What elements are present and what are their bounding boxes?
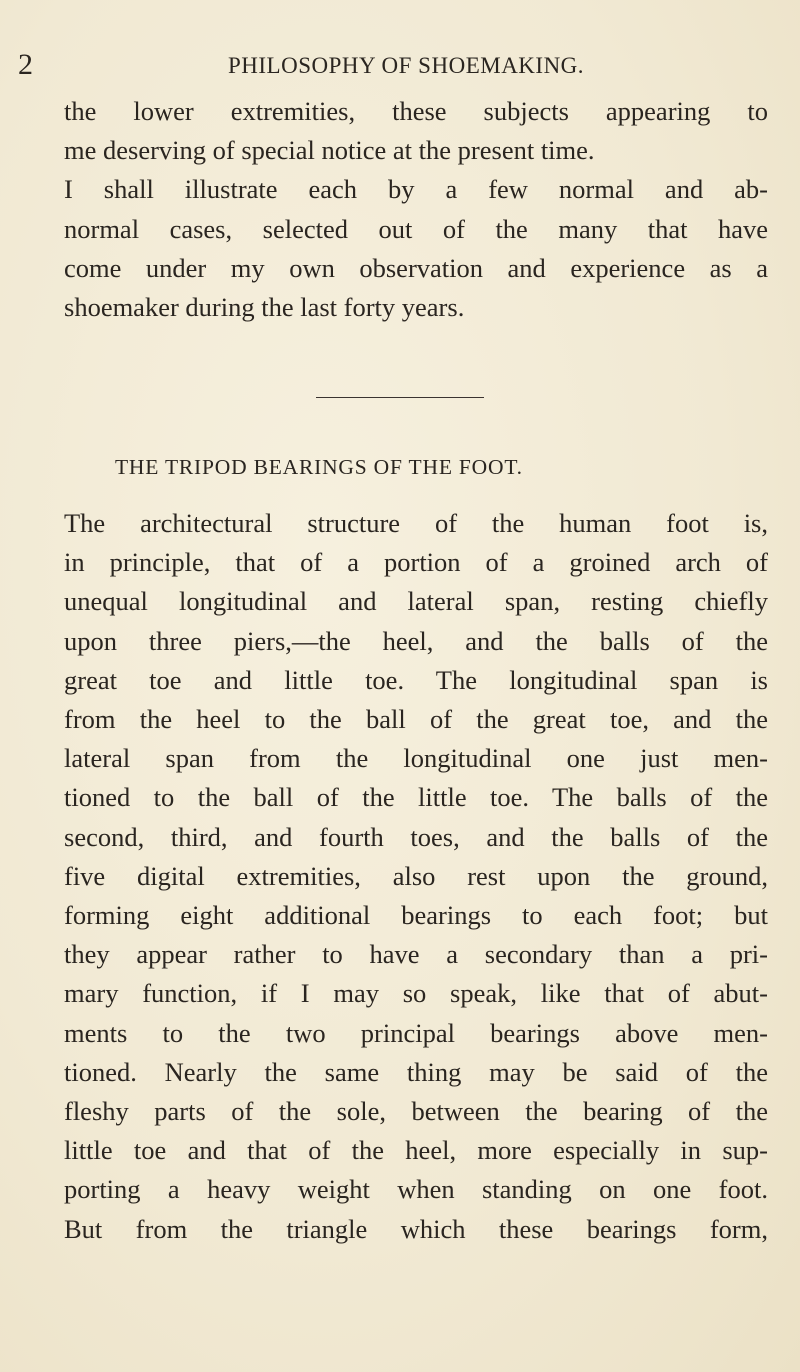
text-line: the lower extremities, these subjects appearing to [64,96,768,126]
text-line: great toe and little toe. The longitudinal span is [64,664,768,695]
text-line: The architectural structure of the human foot is, [64,508,768,538]
text-line: mary function, if I may so speak, like that of abut- [64,978,768,1009]
text-line: porting a heavy weight when standing on one foot. [64,1174,768,1205]
section-divider [316,397,484,398]
text-line: ments to the two principal bearings above men- [64,1017,768,1048]
text-line: upon three piers,—the heel, and the balls of the [64,625,768,656]
text-line: normal cases, selected out of the many that have [64,213,768,244]
text-line: they appear rather to have a secondary than a pri- [64,939,768,970]
text-line: lateral span from the longitudinal one just men- [64,743,768,774]
text-line: fleshy parts of the sole, between the bearing of the [64,1096,768,1127]
text-line: come under my own observation and experience as a [64,252,768,283]
text-line: from the heel to the ball of the great toe, and the [64,704,768,735]
paragraph-intro [64,92,768,327]
page-header [0,42,800,82]
paragraph-tripod-bearings [64,504,768,1249]
text-line: But from the triangle which these bearings form, [64,1213,768,1244]
text-line: shoemaker during the last forty years. [64,292,465,323]
text-line: second, third, and fourth toes, and the balls of the [64,821,768,852]
text-line: me deserving of special notice at the present time. [64,135,595,166]
text-line: I shall illustrate each by a few normal and ab- [64,174,768,205]
running-head: PHILOSOPHY OF SHOEMAKING. [228,53,585,78]
text-line: five digital extremities, also rest upon the ground, [64,860,768,891]
text-line: little toe and that of the heel, more especially in sup- [64,1135,768,1166]
text-line: in principle, that of a portion of a groined arch of [64,547,768,578]
section-heading: THE TRIPOD BEARINGS OF THE FOOT. [115,455,523,479]
text-line: forming eight additional bearings to each foot; but [64,900,768,931]
text-line: tioned to the ball of the little toe. The balls of the [64,782,768,813]
text-line: tioned. Nearly the same thing may be said of the [64,1056,768,1087]
page-number: 2 [18,48,33,81]
text-line: unequal longitudinal and lateral span, resting chiefly [64,586,768,617]
